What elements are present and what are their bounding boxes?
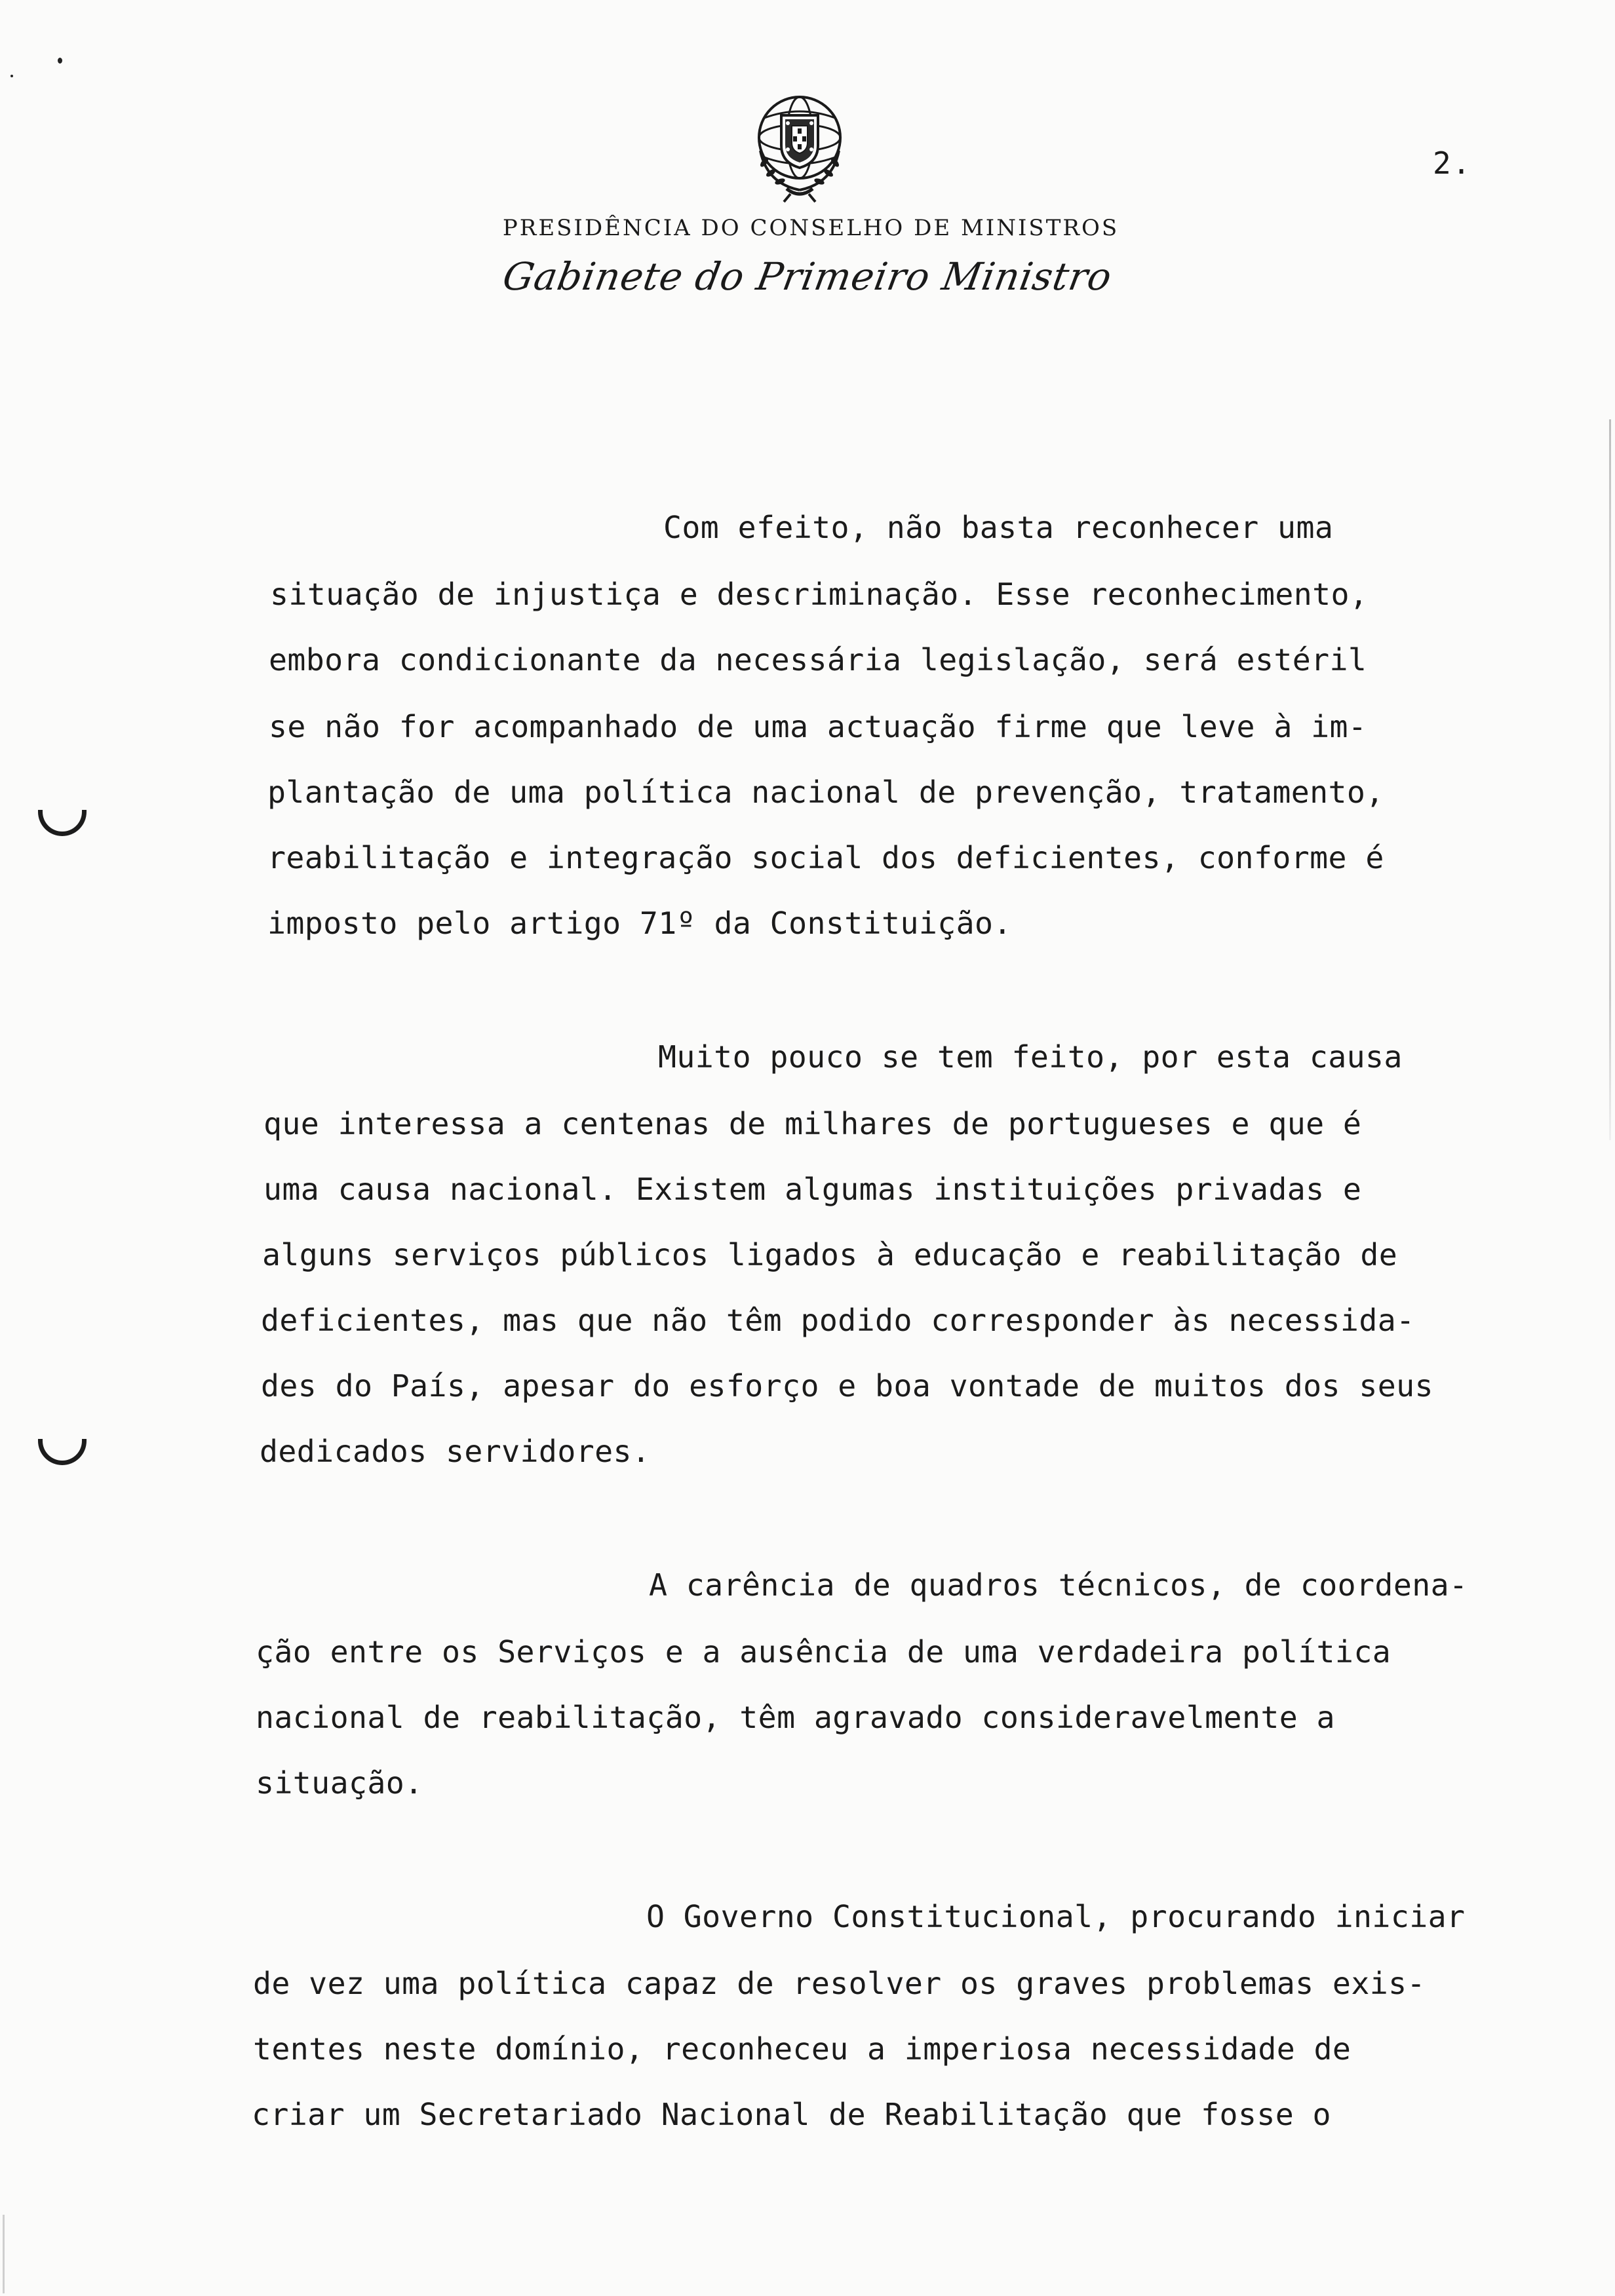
text-line: Muito pouco se tem feito, por esta causa bbox=[658, 1039, 1403, 1075]
text-line: se não for acompanhado de uma actuação firme que leve à im- bbox=[269, 709, 1367, 744]
scan-speck bbox=[10, 75, 13, 77]
text-line: O Governo Constitucional, procurando iniciar bbox=[646, 1899, 1466, 1934]
text-line: embora condicionante da necessária legislação, será estéril bbox=[269, 642, 1367, 678]
office-subheading: Gabinete do Primeiro Ministro bbox=[499, 254, 1116, 299]
text-line: situação. bbox=[256, 1765, 423, 1801]
text-line: deficientes, mas que não têm podido corresponder às necessida- bbox=[261, 1303, 1415, 1338]
text-line: criar um Secretariado Nacional de Reabilitação que fosse o bbox=[252, 2097, 1331, 2132]
text-line: tentes neste domínio, reconheceu a imperiosa necessidade de bbox=[253, 2031, 1352, 2067]
text-line: reabilitação e integração social dos deficientes, conforme é bbox=[267, 840, 1384, 875]
coat-of-arms-emblem bbox=[741, 85, 859, 203]
scan-edge-shadow bbox=[1609, 419, 1611, 1140]
institution-heading: PRESIDÊNCIA DO CONSELHO DE MINISTROS bbox=[502, 215, 1119, 241]
binder-hole-mark bbox=[38, 1439, 87, 1465]
text-line: imposto pelo artigo 71º da Constituição. bbox=[267, 906, 1012, 941]
text-line: uma causa nacional. Existem algumas instituições privadas e bbox=[263, 1172, 1362, 1207]
text-line: ção entre os Serviços e a ausência de uma verdadeira política bbox=[256, 1634, 1391, 1670]
text-line: A carência de quadros técnicos, de coordena- bbox=[649, 1567, 1468, 1603]
binder-hole-mark bbox=[38, 810, 87, 836]
text-line: alguns serviços públicos ligados à educação e reabilitação de bbox=[262, 1237, 1398, 1272]
text-line: dedicados servidores. bbox=[260, 1434, 651, 1469]
page-number: 2. bbox=[1433, 145, 1472, 181]
text-line: des do País, apesar do esforço e boa vontade de muitos dos seus bbox=[261, 1368, 1433, 1404]
scan-speck bbox=[58, 58, 62, 64]
scan-edge-shadow bbox=[3, 2215, 5, 2293]
text-line: Com efeito, não basta reconhecer uma bbox=[663, 510, 1334, 545]
text-line: que interessa a centenas de milhares de portugueses e que é bbox=[263, 1106, 1362, 1141]
text-line: situação de injustiça e descriminação. Esse reconhecimento, bbox=[270, 577, 1369, 612]
text-line: plantação de uma política nacional de prevenção, tratamento, bbox=[267, 775, 1384, 810]
text-line: de vez uma política capaz de resolver os graves problemas exis- bbox=[253, 1966, 1426, 2001]
text-line: nacional de reabilitação, têm agravado consideravelmente a bbox=[256, 1700, 1335, 1735]
